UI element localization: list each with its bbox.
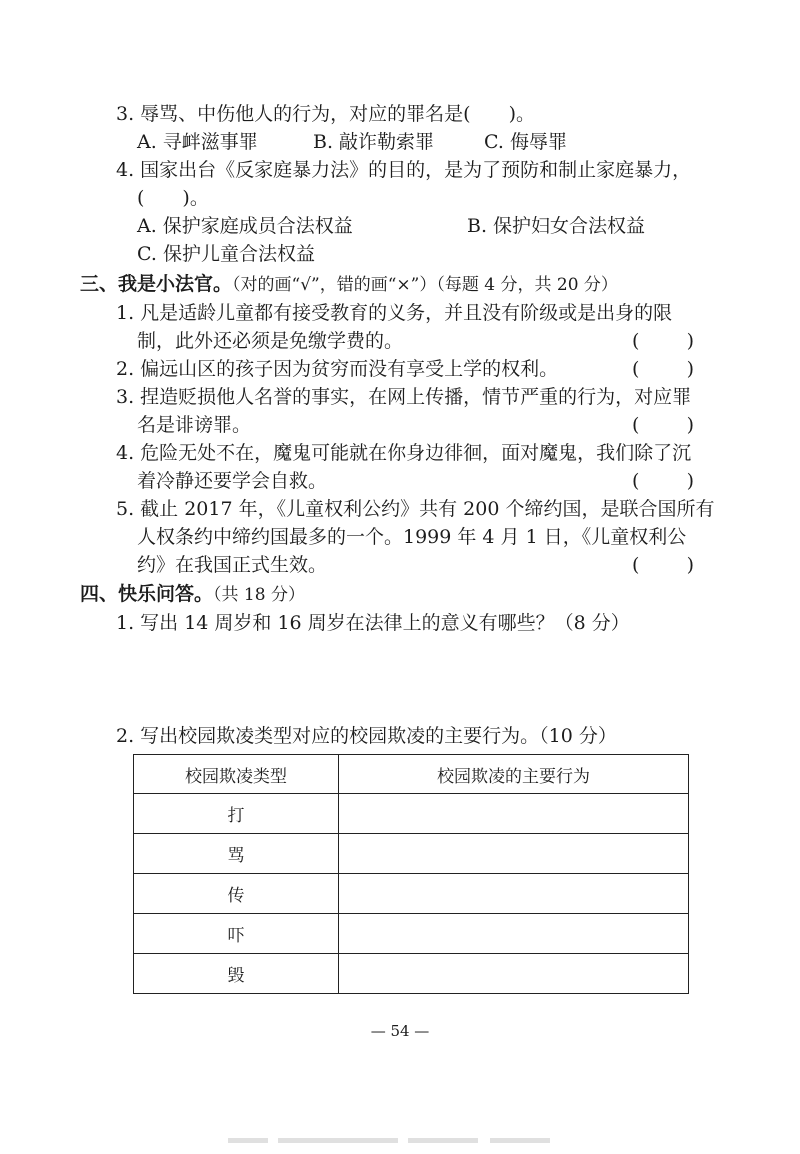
table-cell-type: 毁 [134,954,339,994]
judge-item-4-line2: 着冷静还要学会自救。 [137,470,328,492]
question-3-option-a: A. 寻衅滋事罪 [137,131,258,153]
table-row [134,954,689,994]
table-cell-type: 打 [134,794,339,834]
table-cell-answer[interactable] [339,954,689,994]
question-3-option-c: C. 侮辱罪 [484,131,567,153]
judge-item-3-line2: 名是诽谤罪。 [137,414,252,436]
table-cell-type: 吓 [134,914,339,954]
section-3-title: 三、我是小法官。 [80,273,233,295]
answer-blank-5[interactable]: ( ) [632,554,694,576]
table-cell-type: 骂 [134,834,339,874]
table-cell-answer[interactable] [339,914,689,954]
section-3-heading [80,272,618,297]
table-header-behavior: 校园欺凌的主要行为 [339,755,689,794]
judge-item-2-line1: 2. 偏远山区的孩子因为贫穷而没有享受上学的权利。 [116,358,559,380]
question-4-option-b: B. 保护妇女合法权益 [467,215,646,237]
answer-blank-4[interactable]: ( ) [632,470,694,492]
question-4-stem-line2: ( )。 [137,187,209,209]
question-3-option-b: B. 敲诈勒索罪 [313,131,435,153]
answer-question-1: 1. 写出 14 周岁和 16 周岁在法律上的意义有哪些？（8 分） [116,612,630,634]
judge-item-5-line3: 约》在我国正式生效。 [137,554,328,576]
bullying-table [133,754,689,994]
table-cell-answer[interactable] [339,874,689,914]
table-row [134,794,689,834]
answer-area-1[interactable] [137,640,693,720]
table-row [134,834,689,874]
answer-blank-3[interactable]: ( ) [632,414,694,436]
question-4-option-c: C. 保护儿童合法权益 [137,243,315,265]
answer-question-2: 2. 写出校园欺凌类型对应的校园欺凌的主要行为。（10 分） [116,725,617,747]
table-header-type: 校园欺凌类型 [134,755,339,794]
judge-item-1-line2: 制，此外还必须是免缴学费的。 [137,330,404,352]
table-header-row [134,755,689,794]
table-row [134,874,689,914]
section-4-heading [80,582,305,607]
table-cell-type: 传 [134,874,339,914]
question-4-option-a: A. 保护家庭成员合法权益 [137,215,353,237]
table-cell-answer[interactable] [339,834,689,874]
judge-item-5-line1: 5. 截止 2017 年，《儿童权利公约》共有 200 个缔约国，是联合国所有 [116,498,715,520]
judge-item-1-line1: 1. 凡是适龄儿童都有接受教育的义务，并且没有阶级或是出身的限 [116,302,673,324]
judge-item-5-line2: 人权条约中缔约国最多的一个。1999 年 4 月 1 日，《儿童权利公 [137,526,687,548]
answer-blank-2[interactable]: ( ) [632,358,694,380]
section-3-note: （对的画“√”，错的画“×”）（每题 4 分，共 20 分） [232,275,618,295]
answer-blank-1[interactable]: ( ) [632,330,694,352]
section-4-title: 四、快乐问答。 [80,583,214,605]
page-number: — 54 — [370,1022,430,1040]
table-row [134,914,689,954]
question-4-stem-line1: 4. 国家出台《反家庭暴力法》的目的，是为了预防和制止家庭暴力， [116,159,692,181]
bleed-through-mark [228,1135,568,1145]
section-4-note: （共 18 分） [213,585,305,605]
judge-item-4-line1: 4. 危险无处不在，魔鬼可能就在你身边徘徊，面对魔鬼，我们除了沉 [116,442,692,464]
table-cell-answer[interactable] [339,794,689,834]
question-3-stem: 3. 辱骂、中伤他人的行为，对应的罪名是( )。 [116,103,535,125]
judge-item-3-line1: 3. 捏造贬损他人名誉的事实，在网上传播，情节严重的行为，对应罪 [116,386,692,408]
